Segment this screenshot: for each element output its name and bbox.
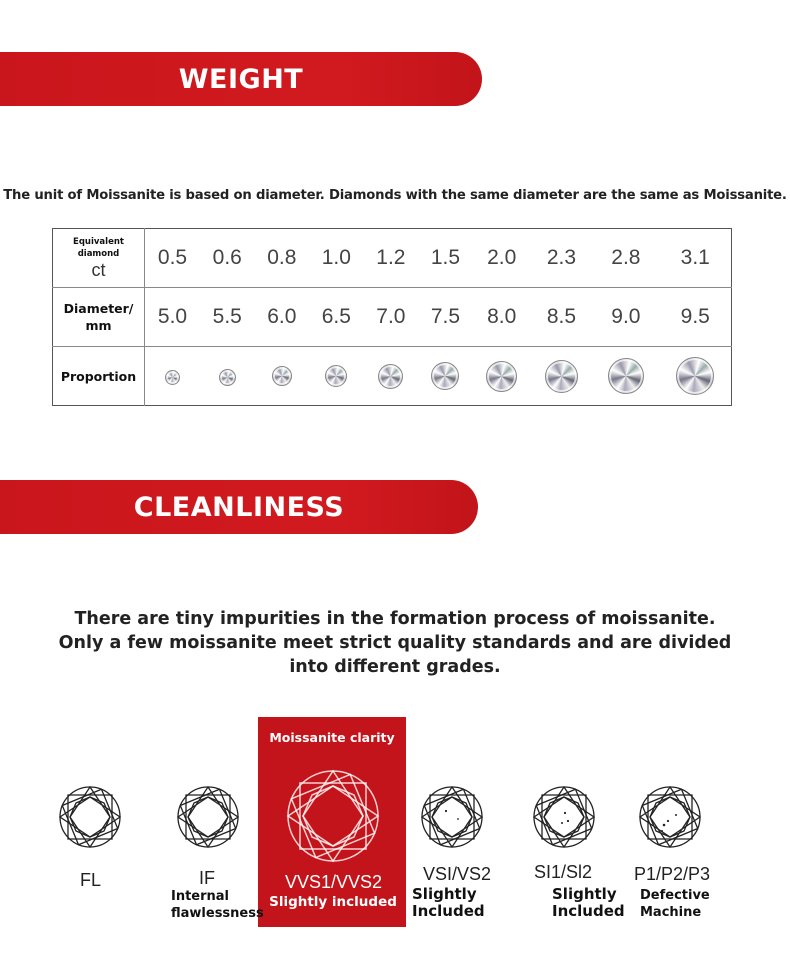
grade-label-p: P1/P2/P3	[634, 864, 711, 884]
gem-icon	[272, 366, 292, 386]
mm-value: 9.0	[592, 288, 659, 347]
diameter-header-label: Diameter/ mm	[63, 301, 134, 333]
grade-label-si: SI1/Sl2	[534, 862, 593, 882]
proportion-cell	[145, 347, 200, 406]
gem-icon	[545, 360, 578, 393]
proportion-cell	[473, 347, 531, 406]
mm-value: 5.5	[200, 288, 255, 347]
ct-value: 1.2	[364, 229, 419, 288]
grade-label-vs: VSI/VS2	[423, 864, 492, 884]
grade-sub-if: Internal flawlessness	[171, 889, 264, 921]
grade-sub-vs: Slightly Included	[412, 885, 485, 920]
proportion-cell	[531, 347, 593, 406]
gem-icon	[676, 357, 714, 395]
ct-value: 3.1	[660, 229, 732, 288]
gem-icon	[325, 365, 347, 387]
diamond-if-icon	[176, 785, 240, 849]
mm-value: 5.0	[145, 288, 200, 347]
ct-value: 1.0	[309, 229, 364, 288]
cleanliness-banner	[0, 480, 478, 534]
ct-value: 0.5	[145, 229, 200, 288]
table-row-proportion	[53, 347, 732, 406]
diamond-p-icon	[638, 785, 702, 849]
unit-note: The unit of Moissanite is based on diameter. Diamonds with the same diameter are the same as Moissanite.	[3, 188, 787, 203]
diamond-si-icon	[532, 785, 596, 849]
proportion-cell	[592, 347, 659, 406]
proportion-cell	[418, 347, 473, 406]
mm-value: 7.0	[364, 288, 419, 347]
gem-icon	[219, 369, 236, 386]
cleanliness-title: CLEANLINESS	[133, 491, 345, 523]
diamond-vs-icon	[420, 785, 484, 849]
proportion-cell	[660, 347, 732, 406]
gem-icon	[608, 358, 644, 394]
gem-icon	[165, 370, 180, 385]
grade-sub-si: Slightly Included	[552, 885, 625, 920]
grade-label-fl: FL	[80, 870, 102, 890]
gem-icon	[431, 362, 459, 390]
mm-value: 6.5	[309, 288, 364, 347]
ct-value: 2.3	[531, 229, 593, 288]
intro-line: into different grades.	[289, 657, 501, 677]
grade-sub-vvs: Slightly included	[269, 894, 397, 910]
ct-value: 0.8	[255, 229, 310, 288]
ct-header	[53, 229, 145, 288]
mm-value: 8.5	[531, 288, 593, 347]
ct-value: 2.0	[473, 229, 531, 288]
table-row-diameter	[53, 288, 732, 347]
mm-value: 8.0	[473, 288, 531, 347]
proportion-cell	[309, 347, 364, 406]
proportion-cell	[200, 347, 255, 406]
intro-line: Only a few moissanite meet strict quality standards and are divided	[58, 633, 732, 653]
ct-value: 1.5	[418, 229, 473, 288]
ct-header-small: Equivalent diamond	[73, 236, 124, 259]
mm-value: 6.0	[255, 288, 310, 347]
clarity-highlight-title: Moissanite clarity	[269, 730, 395, 745]
weight-table	[52, 228, 732, 406]
diamond-vvs-icon	[285, 768, 381, 864]
diameter-header	[53, 288, 145, 347]
proportion-cell	[364, 347, 419, 406]
cleanliness-intro	[0, 607, 790, 679]
proportion-cell	[255, 347, 310, 406]
weight-banner	[0, 52, 482, 106]
grade-label-if: IF	[199, 868, 215, 888]
ct-header-unit: ct	[91, 259, 106, 280]
mm-value: 9.5	[660, 288, 732, 347]
ct-value: 2.8	[592, 229, 659, 288]
gem-icon	[486, 361, 517, 392]
gem-icon	[378, 364, 403, 389]
intro-line: There are tiny impurities in the formation process of moissanite.	[74, 609, 716, 629]
table-row-ct	[53, 229, 732, 288]
grade-sub-p: Defective Machine	[640, 888, 710, 920]
ct-value: 0.6	[200, 229, 255, 288]
grade-label-vvs: VVS1/VVS2	[285, 872, 383, 892]
diamond-fl-icon	[58, 785, 122, 849]
proportion-header: Proportion	[53, 347, 145, 406]
mm-value: 7.5	[418, 288, 473, 347]
weight-title: WEIGHT	[178, 63, 304, 95]
